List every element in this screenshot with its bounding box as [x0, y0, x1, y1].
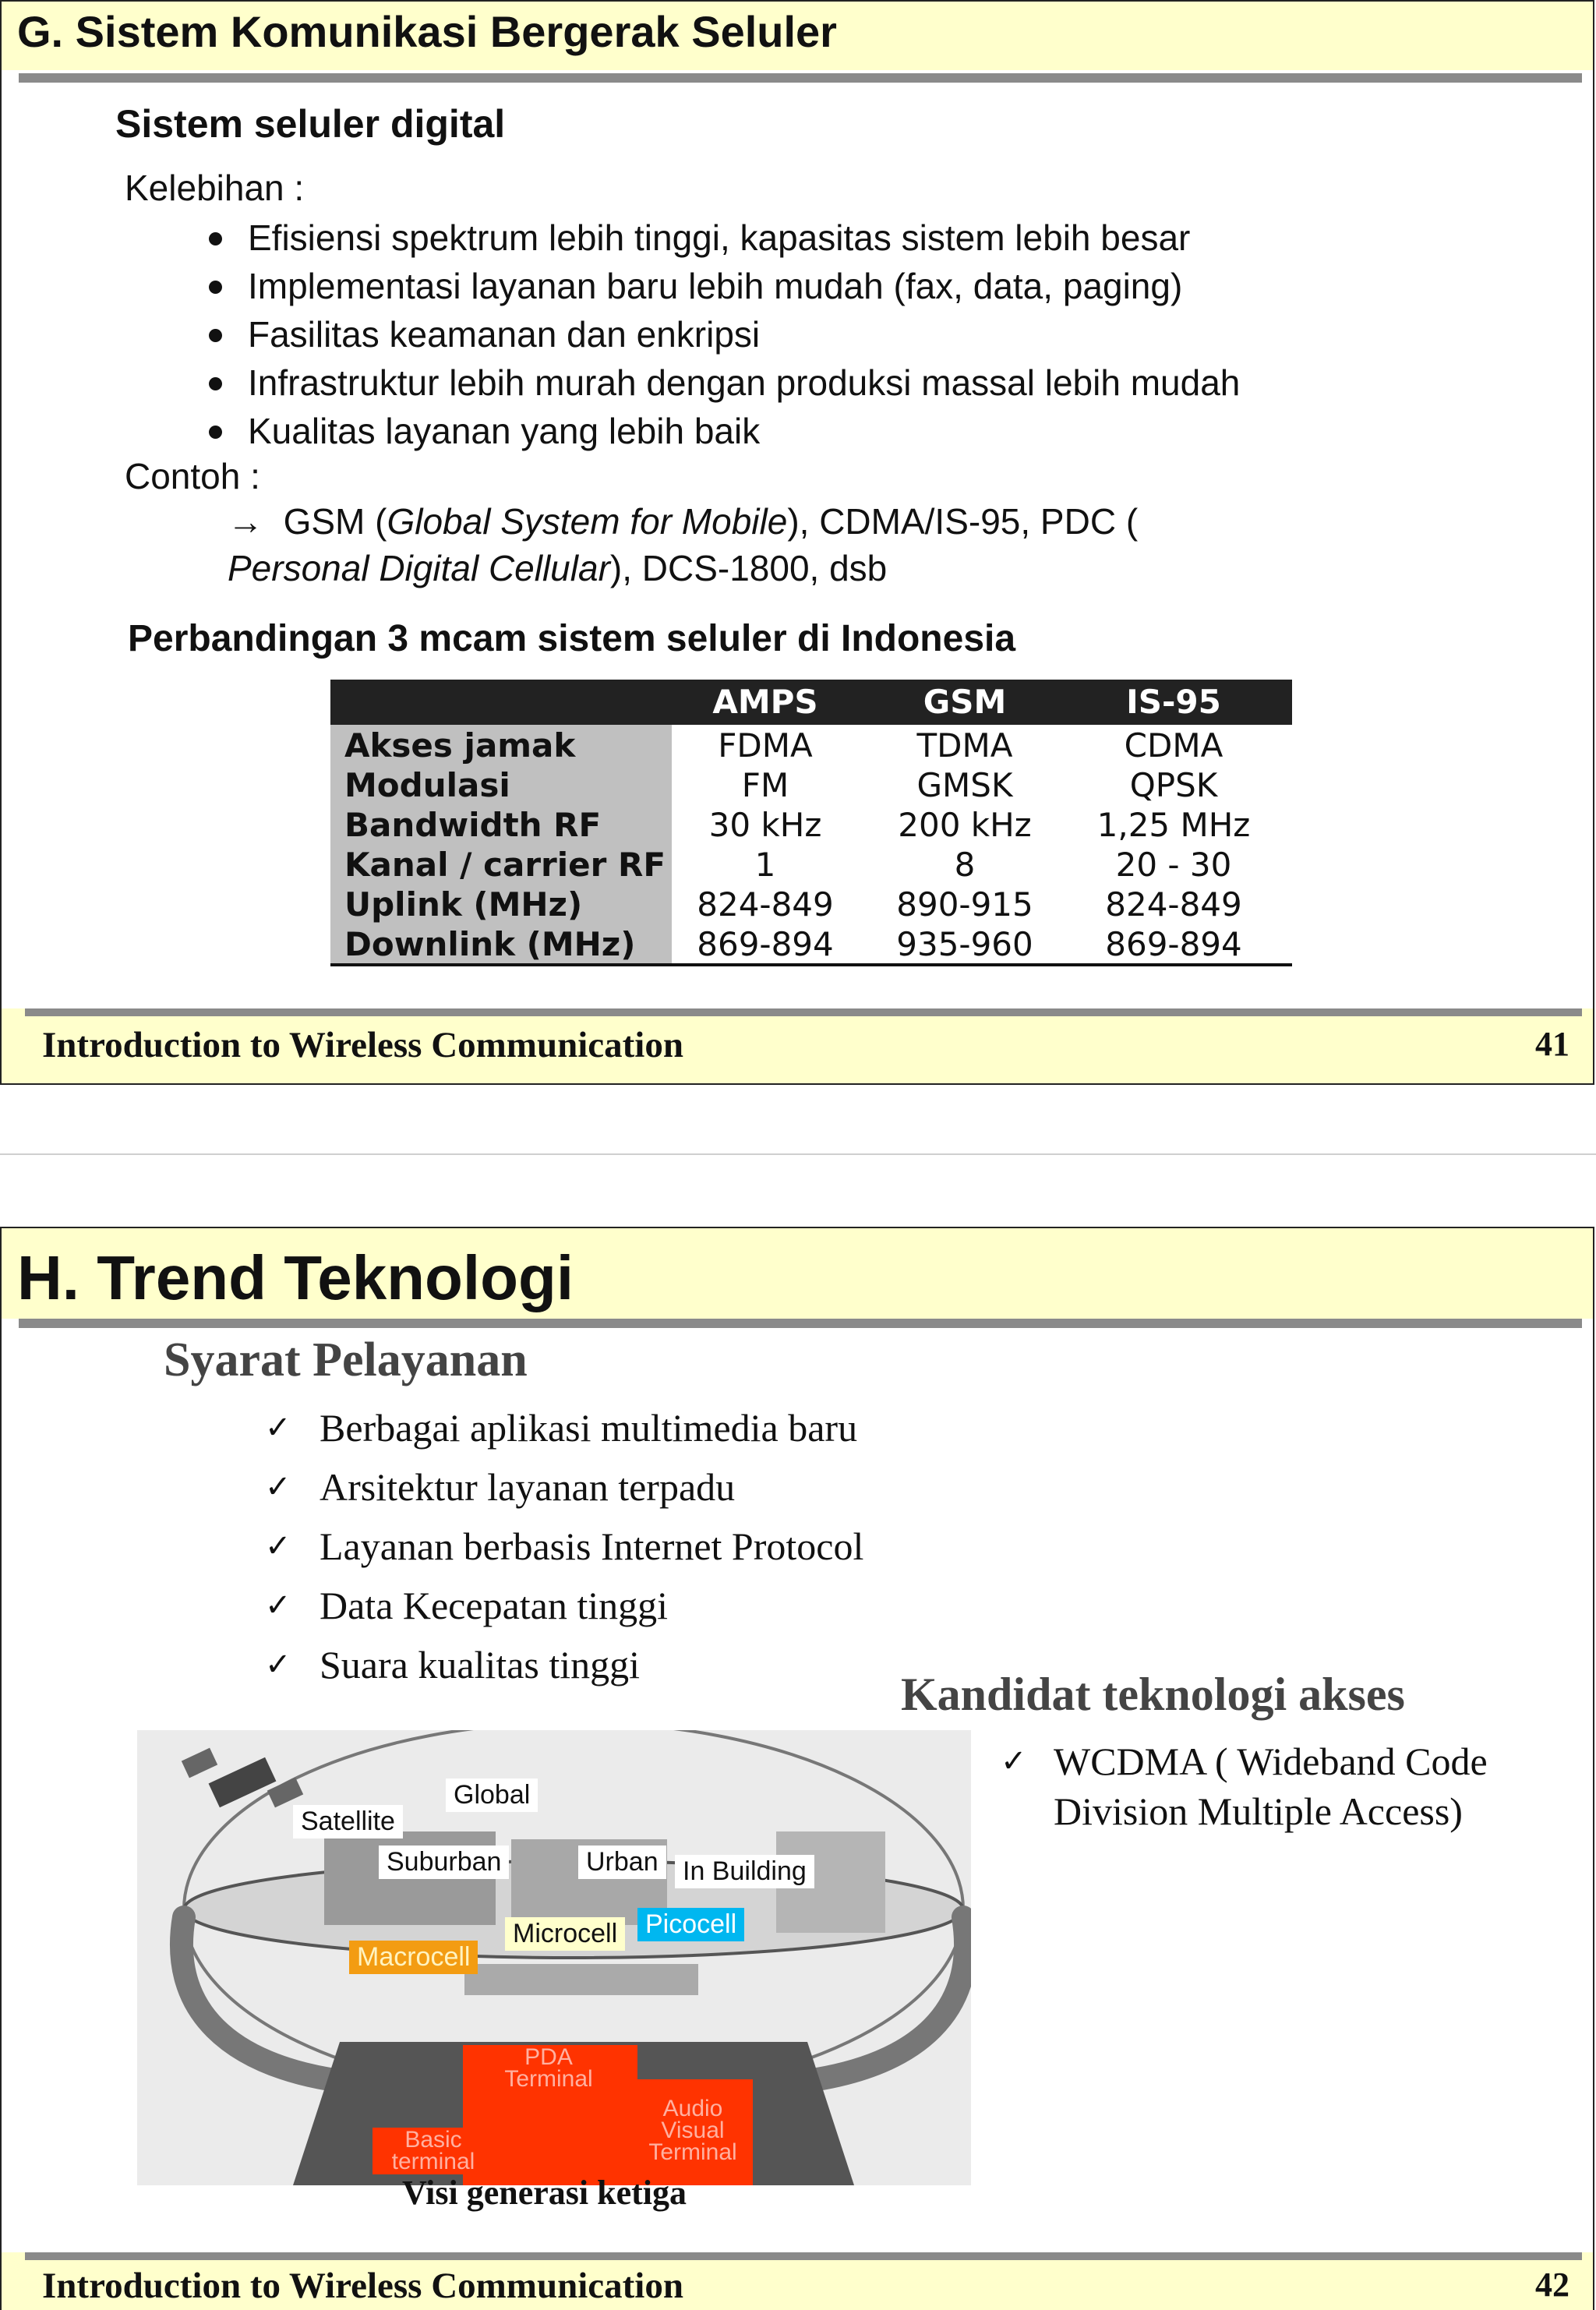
- list-item: Kualitas layanan yang lebih baik: [203, 407, 1240, 455]
- list-item: ✓ Arsitektur layanan terpadu: [265, 1457, 863, 1517]
- table-cell: 30 kHz: [708, 806, 822, 844]
- slide-41: [0, 0, 1594, 1085]
- footer-title: Introduction to Wireless Communication: [42, 1025, 684, 1065]
- label-macrocell: Macrocell: [349, 1941, 478, 1974]
- column-header-gsm: GSM: [923, 683, 1007, 721]
- table-cell: CDMA: [1124, 726, 1223, 765]
- slide-42: [0, 1227, 1594, 2310]
- title-rule: [19, 1319, 1582, 1328]
- table-cell: 869-894: [1105, 925, 1242, 963]
- row-label: Downlink (MHz): [344, 925, 636, 963]
- list-item: ✓ Suara kualitas tinggi: [265, 1635, 863, 1694]
- title-bar: [2, 2, 1593, 70]
- label-pda-terminal: PDA Terminal: [504, 2044, 593, 2092]
- column-header-is95: IS-95: [1126, 683, 1221, 721]
- slide-title: H. Trend Teknologi: [17, 1243, 574, 1312]
- label-picocell: Picocell: [637, 1908, 744, 1941]
- label-in-building: In Building: [675, 1855, 814, 1888]
- row-label: Modulasi: [344, 766, 510, 804]
- label-suburban: Suburban: [379, 1846, 509, 1879]
- candidates-heading: Kandidat teknologi akses: [901, 1669, 1405, 1720]
- list-item: Implementasi layanan baru lebih mudah (fax, data, paging): [203, 262, 1240, 310]
- check-icon: ✓: [265, 1469, 291, 1505]
- check-icon: ✓: [265, 1647, 291, 1683]
- table-cell: FM: [741, 766, 789, 804]
- table-cell: 890-915: [896, 885, 1033, 924]
- advantages-label: Kelebihan :: [125, 168, 305, 208]
- page-number: 42: [1535, 2266, 1570, 2304]
- page-separator: [0, 1153, 1596, 1155]
- table-cell: TDMA: [916, 726, 1013, 765]
- row-label: Kanal / carrier RF: [344, 846, 666, 884]
- label-global: Global: [446, 1778, 538, 1812]
- table-cell: FDMA: [718, 726, 813, 765]
- footer-rule: [25, 2252, 1582, 2260]
- footer-rule: [25, 1008, 1582, 1016]
- footer-title: Introduction to Wireless Communication: [42, 2266, 684, 2306]
- page-number: 41: [1535, 1025, 1570, 1063]
- satellite-icon: [182, 1748, 303, 1808]
- label-microcell: Microcell: [505, 1917, 625, 1951]
- table-cell: QPSK: [1129, 766, 1218, 804]
- label-satellite: Satellite: [293, 1805, 403, 1838]
- bullet-icon: [209, 329, 222, 342]
- row-label: Uplink (MHz): [344, 885, 583, 924]
- bullet-icon: [209, 232, 222, 245]
- check-icon: ✓: [1001, 1743, 1027, 1779]
- check-icon: ✓: [265, 1528, 291, 1564]
- candidate-item: ✓ WCDMA ( Wideband Code Division Multiple Access): [1001, 1736, 1594, 1836]
- requirements-list: [265, 1398, 863, 1694]
- list-item: ✓ Berbagai aplikasi multimedia baru: [265, 1398, 863, 1457]
- arrow-icon: →: [228, 501, 263, 542]
- label-basic-terminal: Basic terminal: [391, 2127, 475, 2174]
- section-subtitle: Sistem seluler digital: [115, 102, 506, 146]
- table-bottom-rule: [330, 963, 1292, 966]
- slide-footer: [2, 1008, 1593, 1085]
- list-item: ✓ Layanan berbasis Internet Protocol: [265, 1517, 863, 1576]
- row-label: Akses jamak: [344, 726, 576, 765]
- table-cell: 200 kHz: [898, 806, 1032, 844]
- comparison-heading: Perbandingan 3 mcam sistem seluler di Indonesia: [128, 618, 1016, 659]
- list-item: Infrastruktur lebih murah dengan produksi massal lebih mudah: [203, 359, 1240, 407]
- diagram-caption: Visi generasi ketiga: [402, 2174, 687, 2212]
- list-item: Fasilitas keamanan dan enkripsi: [203, 310, 1240, 359]
- bullet-icon: [209, 377, 222, 390]
- check-icon: ✓: [265, 1410, 291, 1446]
- example-line-2: Personal Digital Cellular), DCS-1800, dsb: [228, 548, 888, 588]
- row-label: Bandwidth RF: [344, 806, 602, 844]
- label-audio-visual-terminal: Audio Visual Terminal: [648, 2096, 737, 2165]
- third-generation-diagram: [137, 1730, 971, 2185]
- comparison-table: [330, 680, 1292, 966]
- advantages-list: [203, 214, 1240, 455]
- table-cell: 869-894: [697, 925, 834, 963]
- service-heading: Syarat Pelayanan: [164, 1333, 528, 1386]
- table-cell: 935-960: [896, 925, 1033, 963]
- slide-title: G. Sistem Komunikasi Bergerak Seluler: [17, 7, 837, 56]
- table-cell: 20 - 30: [1115, 846, 1232, 884]
- list-item: Efisiensi spektrum lebih tinggi, kapasitas sistem lebih besar: [203, 214, 1240, 262]
- column-header-amps: AMPS: [712, 683, 818, 721]
- slide-footer: [2, 2252, 1593, 2310]
- table-cell: 1,25 MHz: [1096, 806, 1251, 844]
- title-bar: [2, 1228, 1593, 1319]
- table-cell: 8: [954, 846, 976, 884]
- table-cell: 824-849: [1105, 885, 1242, 924]
- table-cell: 1: [754, 846, 776, 884]
- list-item: ✓ Data Kecepatan tinggi: [265, 1576, 863, 1635]
- table-cell: GMSK: [916, 766, 1013, 804]
- check-icon: ✓: [265, 1588, 291, 1623]
- example-line-1: → GSM (Global System for Mobile), CDMA/IS-95, PDC (: [228, 501, 1139, 542]
- example-label: Contoh :: [125, 456, 260, 496]
- bullet-icon: [209, 281, 222, 294]
- bullet-icon: [209, 426, 222, 439]
- title-rule: [19, 73, 1582, 83]
- label-urban: Urban: [578, 1846, 666, 1879]
- table-cell: 824-849: [697, 885, 834, 924]
